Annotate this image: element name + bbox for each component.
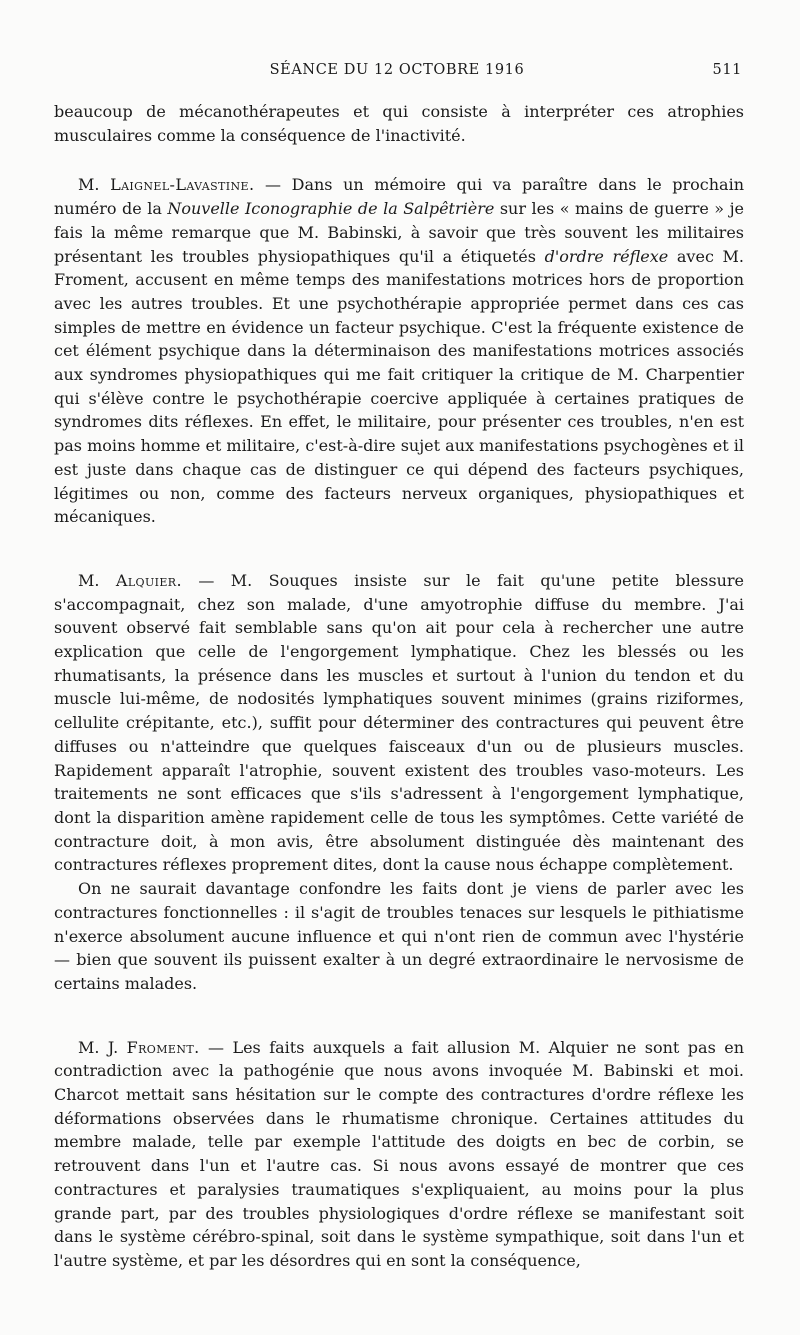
header-title: SÉANCE DU 12 OCTOBRE 1916 (269, 62, 525, 78)
paragraph-text: — Les faits auxquels a fait allusion M. Alquier ne sont pas en contradiction avec la pathogénie que nous avons invoquée M. Babinski et moi. Charcot mettait sans hésitation sur le compte des contractures d'ordre réflexe les déformations observées dans le rhumatisme chronique. Certaines attitudes du membre malade, telle par exemple l'attitude des doigts en bec de corbin, se retrouvent dans l'un et l'autre cas. Si nous avons essayé de montrer que ces contractures et paralysies traumatiques s'expliquaient, au moins pour la plus grande part, par des troubles physiologiques d'ordre réflexe se manifestant soit dans le système cérébro-spinal, soit dans le système sympathique, soit dans l'un et l'autre système, et par les désordres qui en sont la conséquence, (54, 1037, 745, 1270)
paragraph-text: — M. Souques insiste sur le fait qu'une petite blessure s'accompagnait, chez son malade, d'une amyotrophie diffuse du membre. J'ai souvent observé fait semblable sans qu'on ait pour cela à rechercher une autre explication que celle de l'engorgement lymphatique. Chez les blessés ou les rhumatisants, la présence dans les muscles et surtout à l'union du tendon et du muscle lui-même, de nodosités lymphatiques souvent minimes (grains riziformes, cellulite crépitante, etc.), suffit pour déterminer des contractures qui peuvent être diffuses ou n'atteindre que quelques faisceaux d'un ou de plusieurs muscles. Rapidement apparaît l'atrophie, souvent existent des troubles vaso-moteurs. Les traitements ne sont efficaces que s'ils s'adressent à l'engorgement lymphatique, dont la disparition amène rapidement celle de tous les symptômes. Cette variété de contracture doit, à mon avis, être absolument distinguée dès maintenant des contractures réflexes proprement dites, dont la cause nous échappe complètement. (54, 570, 745, 875)
paragraph-laignel-lavastine (54, 173, 744, 529)
paragraph-alquier (54, 569, 744, 877)
paragraph-text: beaucoup de mécanothérapeutes et qui consiste à interpréter ces atrophies musculaires comme la conséquence de l'inactivité. (54, 102, 744, 145)
speaker-prefix: M. (78, 570, 116, 590)
speaker-name: Froment. (126, 1037, 200, 1057)
page-number: 511 (712, 62, 742, 78)
paragraph-alquier-continued (54, 877, 744, 996)
paragraph-text: sur les « mains de guerre » je fais la même remarque que M. Babinski, à savoir que très souvent les militaires présentant les troubles physiopathiques qu'il a étiquetés (54, 199, 745, 266)
running-header (52, 62, 742, 86)
journal-title: Nouvelle Iconographie de la Salpêtrière (167, 199, 495, 219)
speaker-prefix: M. (78, 175, 111, 195)
paragraph-text: — Dans un mémoire qui va paraître dans le prochain numéro de la (54, 175, 744, 219)
emphasis-term: d'ordre réflexe (544, 246, 669, 266)
speaker-prefix: M. J. (78, 1037, 127, 1057)
speaker-name: Laignel-Lavastine. (110, 175, 255, 195)
paragraph-text: On ne saurait davantage confondre les faits dont je viens de parler avec les contractures fonctionnelles : il s'agit de troubles tenaces sur lesquels le pithiatisme n'exerce absolument aucune influence et qui n'ont rien de commun avec l'hystérie — bien que souvent ils puissent exalter à un degré extraordinaire le nervosisme de certains malades. (54, 879, 744, 993)
paragraph-froment (54, 1036, 744, 1273)
speaker-name: Alquier. (115, 570, 182, 590)
paragraph-text: avec M. Froment, accusent en même temps des manifestations motrices hors de proportion avec les autres troubles. Et une psychothérapie appropriée permet dans ces cas simples de mettre en évidence un facteur psychique. C'est la fréquente existence de cet élément psychique dans la déterminaison des manifestations motrices associés aux syndromes physiopathiques qui me fait critiquer la critique de M. Charpentier qui s'élève contre le psychothérapie coercive appliquée à certaines pratiques de syndromes dits réflexes. En effet, le militaire, pour présenter ces troubles, n'en est pas moins homme et militaire, c'est-à-dire sujet aux manifestations psychogènes et il est juste dans chaque cas de distinguer ce qui dépend des facteurs psychiques, légitimes ou non, comme des facteurs nerveux organiques, physiopathiques et mécaniques. (54, 246, 745, 527)
body-text (54, 100, 744, 1273)
paragraph-continuation (54, 100, 744, 147)
